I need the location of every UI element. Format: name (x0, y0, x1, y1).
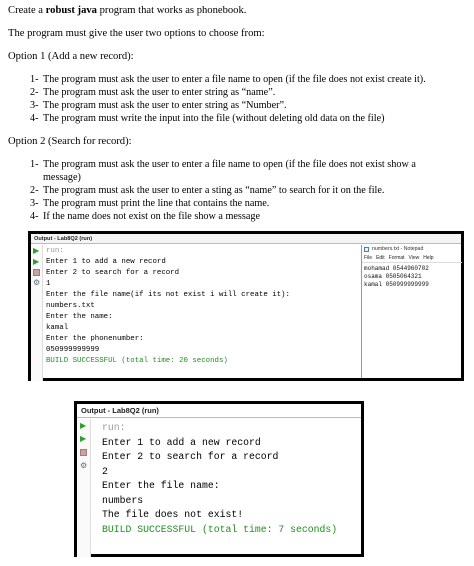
console-line: Enter the file name: (102, 480, 220, 491)
menu-file[interactable]: File (364, 255, 373, 261)
notepad-menubar (362, 254, 462, 263)
build-status-line: BUILD SUCCESSFUL (total time: 20 seconds) (46, 357, 228, 365)
run-icon[interactable]: ▶ (33, 246, 40, 255)
console-output (46, 246, 356, 367)
run-icon[interactable]: ▶ (80, 421, 87, 430)
option1-heading: Option 1 (Add a new record): (8, 51, 134, 62)
output-toolbar (31, 245, 43, 381)
assignment-document (8, 4, 468, 223)
option2-list (8, 158, 468, 223)
console-line: Enter the name: (46, 313, 113, 321)
stop-icon[interactable] (80, 449, 87, 456)
console-line: The file does not exist! (102, 509, 244, 520)
stop-icon[interactable] (33, 269, 40, 276)
list-item: 2- The program must ask the user to enter string as “name”. (30, 87, 276, 98)
console-line: numbers.txt (46, 302, 95, 310)
console-line: 2 (102, 465, 108, 477)
console-line: numbers (102, 494, 144, 506)
notepad-line: mohamad 0544960702 (364, 265, 429, 272)
console-line: 050999999999 (46, 346, 100, 354)
list-item: 4- If the name does not exist on the file show a message (30, 211, 260, 222)
list-item: 1- The program must ask the user to enter a file name to open (if the file does not exist create it). (30, 74, 426, 85)
menu-help[interactable]: Help (423, 255, 434, 261)
notepad-icon (364, 247, 369, 252)
build-status-line: BUILD SUCCESSFUL (total time: 7 seconds) (102, 523, 338, 535)
output-panel-search-record (74, 401, 364, 557)
list-item: 2- The program must ask the user to enter a sting as “name” to search for it on the file. (30, 185, 385, 196)
list-item: 3- The program must ask the user to enter string as “Number”. (30, 100, 287, 111)
console-line: run: (46, 247, 64, 255)
option2-heading: Option 2 (Search for record): (8, 136, 132, 147)
output-panel-add-record (28, 231, 464, 381)
list-item: 1- The program must ask the user to enter a file name to open (if the file does not exist show a message) (30, 159, 416, 183)
notepad-title: numbers.txt - Notepad (362, 245, 462, 254)
console-line: run: (102, 422, 126, 433)
intro-text: The program must give the user two options to choose from: (8, 28, 265, 39)
output-tab[interactable]: Output - Lab8Q2 (run) (77, 404, 361, 418)
console-line: Enter 1 to add a new record (46, 258, 166, 266)
rerun-icon[interactable]: ▶ (33, 257, 40, 266)
console-line: kamal (46, 324, 69, 332)
notepad-window (361, 245, 462, 378)
rerun-icon[interactable]: ▶ (80, 434, 87, 443)
notepad-line: osama 0505064321 (364, 273, 422, 280)
menu-format[interactable]: Format (388, 255, 405, 261)
console-line: Enter 2 to search for a record (46, 269, 180, 277)
output-toolbar (77, 419, 91, 557)
option1-list (8, 73, 468, 125)
settings-icon[interactable]: ⚙ (33, 278, 41, 287)
console-line: Enter the phonenumber: (46, 335, 144, 343)
console-line: 1 (46, 280, 51, 288)
list-item: 3- The program must print the line that contains the name. (30, 198, 270, 209)
console-output (102, 421, 362, 537)
notepad-line: kamal 050999999999 (364, 281, 429, 288)
assignment-title: Create a robust java program that works as phonebook. (8, 5, 247, 16)
output-tab[interactable]: Output - Lab8Q2 (run) (31, 234, 461, 244)
menu-edit[interactable]: Edit (376, 255, 385, 261)
console-line: Enter the file name(if its not exist i will create it): (46, 291, 290, 299)
settings-icon[interactable]: ⚙ (80, 461, 88, 470)
list-item: 4- The program must write the input into the file (without deleting old data on the file) (30, 113, 385, 124)
menu-view[interactable]: View (408, 255, 420, 261)
console-line: Enter 2 to search for a record (102, 451, 279, 462)
notepad-text-area[interactable] (362, 263, 462, 291)
console-line: Enter 1 to add a new record (102, 436, 261, 448)
